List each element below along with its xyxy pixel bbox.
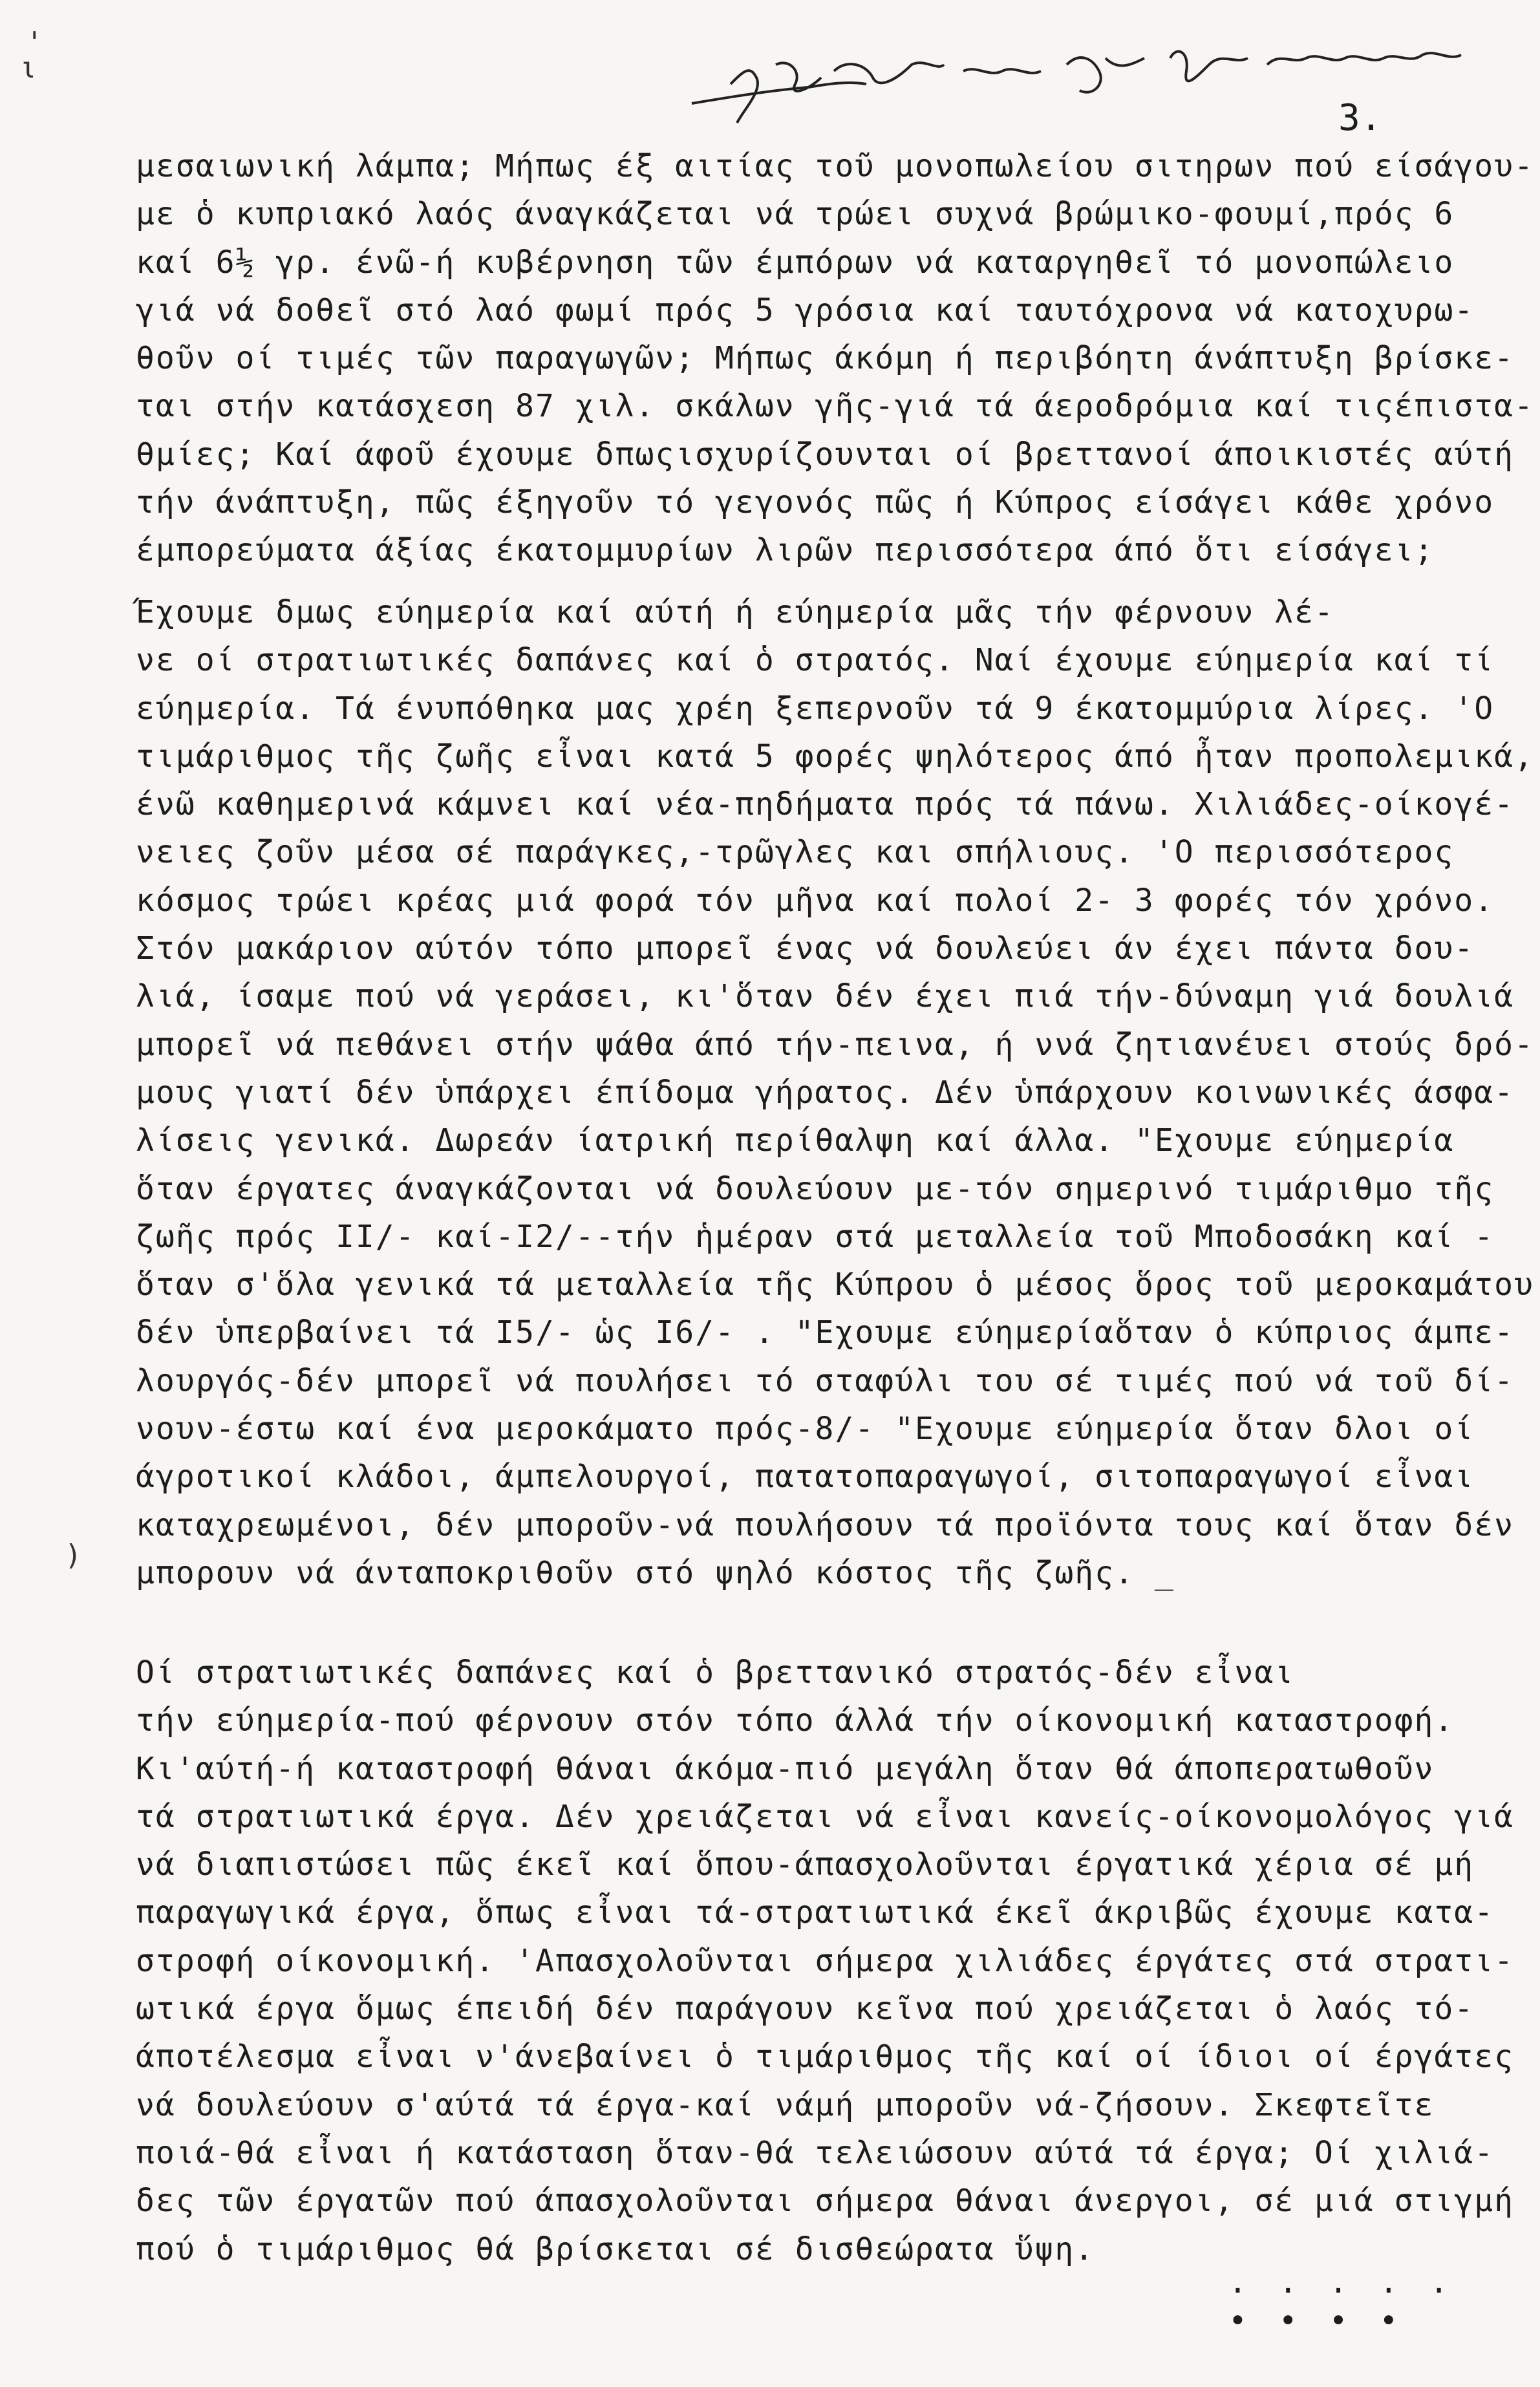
- dots-row: . . . . .: [1228, 2264, 1455, 2300]
- text-line: καταχρεωμένοι, δέν μποροῦν-νά πουλήσουν τά προϊόντα τους καί ὅταν δέν: [136, 1506, 1514, 1543]
- text-line: τήν εύημερία-πού φέρνουν στόν τόπο άλλά τήν οίκονομική καταστροφή.: [136, 1702, 1455, 1739]
- text-line: γιά νά δοθεῖ στό λαό φωμί πρός 5 γρόσια καί ταυτόχρονα νά κατοχυρω-: [136, 292, 1475, 328]
- text-line: ὅταν σ'ὅλα γενικά τά μεταλλεία τῆς Κύπρου ὁ μέσος ὅρος τοῦ μεροκαμάτου: [136, 1267, 1534, 1303]
- text-line: ποιά-θά εἶναι ή κατάσταση ὅταν-θά τελειώσουν αύτά τά έργα; Οί χιλιά-: [136, 2134, 1495, 2171]
- text-line: νά διαπιστώσει πῶς έκεῖ καί ὅπου-άπασχολοῦνται έργατικά χέρια σέ μή: [136, 1846, 1475, 1883]
- text-line: έμπορεύματα άξίας έκατομμυρίων λιρῶν περισσότερα άπό ὅτι είσάγει;: [136, 532, 1435, 569]
- text-line: τά στρατιωτικά έργα. Δέν χρειάζεται νά εἶναι κανείς-οίκονομολόγος γιά: [136, 1798, 1514, 1835]
- text-line: νά δουλεύουν σ'αύτά τά έργα-καί νάμή μποροῦν νά-ζήσουν. Σκεφτεῖτε: [136, 2086, 1435, 2123]
- text-line: δες τῶν έργατῶν πού άπασχολοῦνται σήμερα θάναι άνεργοι, σέ μιά στιγμή: [136, 2183, 1514, 2220]
- text-line: Στόν μακάριον αύτόν τόπο μπορεῖ ένας νά δουλεύει άν έχει πάντα δου-: [136, 930, 1475, 967]
- paragraph-3: [136, 1649, 1514, 2273]
- text-line: Έχουμε δμως εύημερία καί αύτή ή εύημερία μᾶς τήν φέρνουν λέ-: [136, 594, 1334, 630]
- text-line: ται στήν κατάσχεση 87 χιλ. σκάλων γῆς-γιά τά άεροδρόμια καί τιςέπιστα-: [136, 388, 1534, 425]
- dots-row: • • • •: [1228, 2303, 1405, 2339]
- text-line: λουργός-δέν μπορεῖ νά πουλήσει τό σταφύλι του σέ τιμές πού νά τοῦ δί-: [136, 1362, 1514, 1399]
- text-line: κόσμος τρώει κρέας μιά φορά τόν μῆνα καί πολοί 2- 3 φορές τόν χρόνο.: [136, 882, 1495, 919]
- paragraph-1: [136, 142, 1534, 575]
- text-line: με ὁ κυπριακό λαός άναγκάζεται νά τρώει συχνά βρώμικο-φουμί,πρός 6: [136, 196, 1455, 233]
- text-line: νε οί στρατιωτικές δαπάνες καί ὁ στρατός. Ναί έχουμε εύημερία καί τί: [136, 642, 1495, 679]
- text-line: καί 6½ γρ. ένῶ-ή κυβέρνηση τῶν έμπόρων νά καταργηθεῖ τό μονοπώλειο: [136, 244, 1455, 281]
- text-line: δέν ὑπερβαίνει τά I5/- ὡς I6/- . "Εχουμε εύημερίαὅταν ὁ κύπριος άμπε-: [136, 1314, 1514, 1351]
- page-number: 3.: [1338, 97, 1382, 139]
- margin-mark: ): [65, 1539, 82, 1572]
- paragraph-2: [136, 588, 1534, 1597]
- text-line: θοῦν οί τιμές τῶν παραγωγῶν; Μήπως άκόμη ή περιβόητη άνάπτυξη βρίσκε-: [136, 340, 1514, 377]
- text-line: εύημερία. Τά ένυπόθηκα μας χρέη ξεπερνοῦν τά 9 έκατομμύρια λίρες. 'Ο: [136, 690, 1495, 727]
- text-line: άποτέλεσμα εἶναι ν'άνεβαίνει ὁ τιμάριθμος τῆς καί οί ίδιοι οί έργάτες: [136, 2039, 1514, 2075]
- margin-mark: ι: [19, 52, 37, 85]
- margin-mark: ': [26, 26, 43, 59]
- text-line: θμίες; Καί άφοῦ έχουμε δπωςισχυρίζουνται οί βρεττανοί άποικιστές αύτή: [136, 436, 1514, 473]
- text-line: νουν-έστω καί ένα μεροκάματο πρός-8/- "Εχουμε εύημερία ὅταν δλοι οί: [136, 1411, 1475, 1448]
- text-line: Κι'αύτή-ή καταστροφή θάναι άκόμα-πιό μεγάλη ὅταν θά άποπερατωθοῦν: [136, 1750, 1435, 1787]
- text-line: μπορουν νά άνταποκριθοῦν στό ψηλό κόστος τῆς ζωῆς. _: [136, 1554, 1175, 1591]
- text-line: Οί στρατιωτικές δαπάνες καί ὁ βρεττανικό στρατός-δέν εἶναι: [136, 1654, 1295, 1691]
- text-line: λίσεις γενικά. Δωρεάν ίατρική περίθαλψη καί άλλα. "Εχουμε εύημερία: [136, 1122, 1455, 1159]
- text-line: ὅταν έργατες άναγκάζονται νά δουλεύουν με-τόν σημερινό τιμάριθμο τῆς: [136, 1170, 1495, 1207]
- footer-dots: [1228, 2263, 1455, 2340]
- text-line: παραγωγικά έργα, ὅπως εἶναι τά-στρατιωτικά έκεῖ άκριβῶς έχουμε κατα-: [136, 1894, 1495, 1931]
- text-line: ωτικά έργα ὅμως έπειδή δέν παράγουν κεῖνα πού χρειάζεται ὁ λαός τό-: [136, 1991, 1475, 2028]
- text-line: πού ὁ τιμάριθμος θά βρίσκεται σέ δισθεώρατα ὕψη.: [136, 2231, 1095, 2267]
- text-line: στροφή οίκονομική. 'Απασχολοῦνται σήμερα χιλιάδες έργάτες στά στρατι-: [136, 1942, 1514, 1979]
- text-line: μεσαιωνική λάμπα; Μήπως έξ αιτίας τοῦ μονοπωλείου σιτηρων πού είσάγου-: [136, 148, 1534, 184]
- text-line: μους γιατί δέν ὑπάρχει έπίδομα γήρατος. Δέν ὑπάρχουν κοινωνικές άσφα-: [136, 1074, 1514, 1111]
- text-line: λιά, ίσαμε πού νά γεράσει, κι'ὅταν δέν έχει πιά τήν-δύναμη γιά δουλιά: [136, 978, 1514, 1015]
- text-line: τήν άνάπτυξη, πῶς έξηγοῦν τό γεγονός πῶς ή Κύπρος είσάγει κάθε χρόνο: [136, 484, 1495, 521]
- text-line: ένῶ καθημερινά κάμνει καί νέα-πηδήματα πρός τά πάνω. Χιλιάδες-οίκογέ-: [136, 786, 1514, 823]
- text-line: μπορεῖ νά πεθάνει στήν ψάθα άπό τήν-πεινα, ή ννά ζητιανέυει στούς δρό-: [136, 1026, 1534, 1063]
- text-line: τιμάριθμος τῆς ζωῆς εἶναι κατά 5 φορές ψηλότερος άπό ἦταν προπολεμικά,: [136, 738, 1534, 775]
- text-line: ζωῆς πρός II/- καί-I2/--τήν ἡμέραν στά μεταλλεία τοῦ Μποδοσάκη καί -: [136, 1218, 1495, 1255]
- text-line: άγροτικοί κλάδοι, άμπελουργοί, πατατοπαραγωγοί, σιτοπαραγωγοί εἶναι: [136, 1459, 1475, 1495]
- text-line: νειες ζοῦν μέσα σέ παράγκες,-τρῶγλες και σπήλιους. 'Ο περισσότερος: [136, 834, 1455, 871]
